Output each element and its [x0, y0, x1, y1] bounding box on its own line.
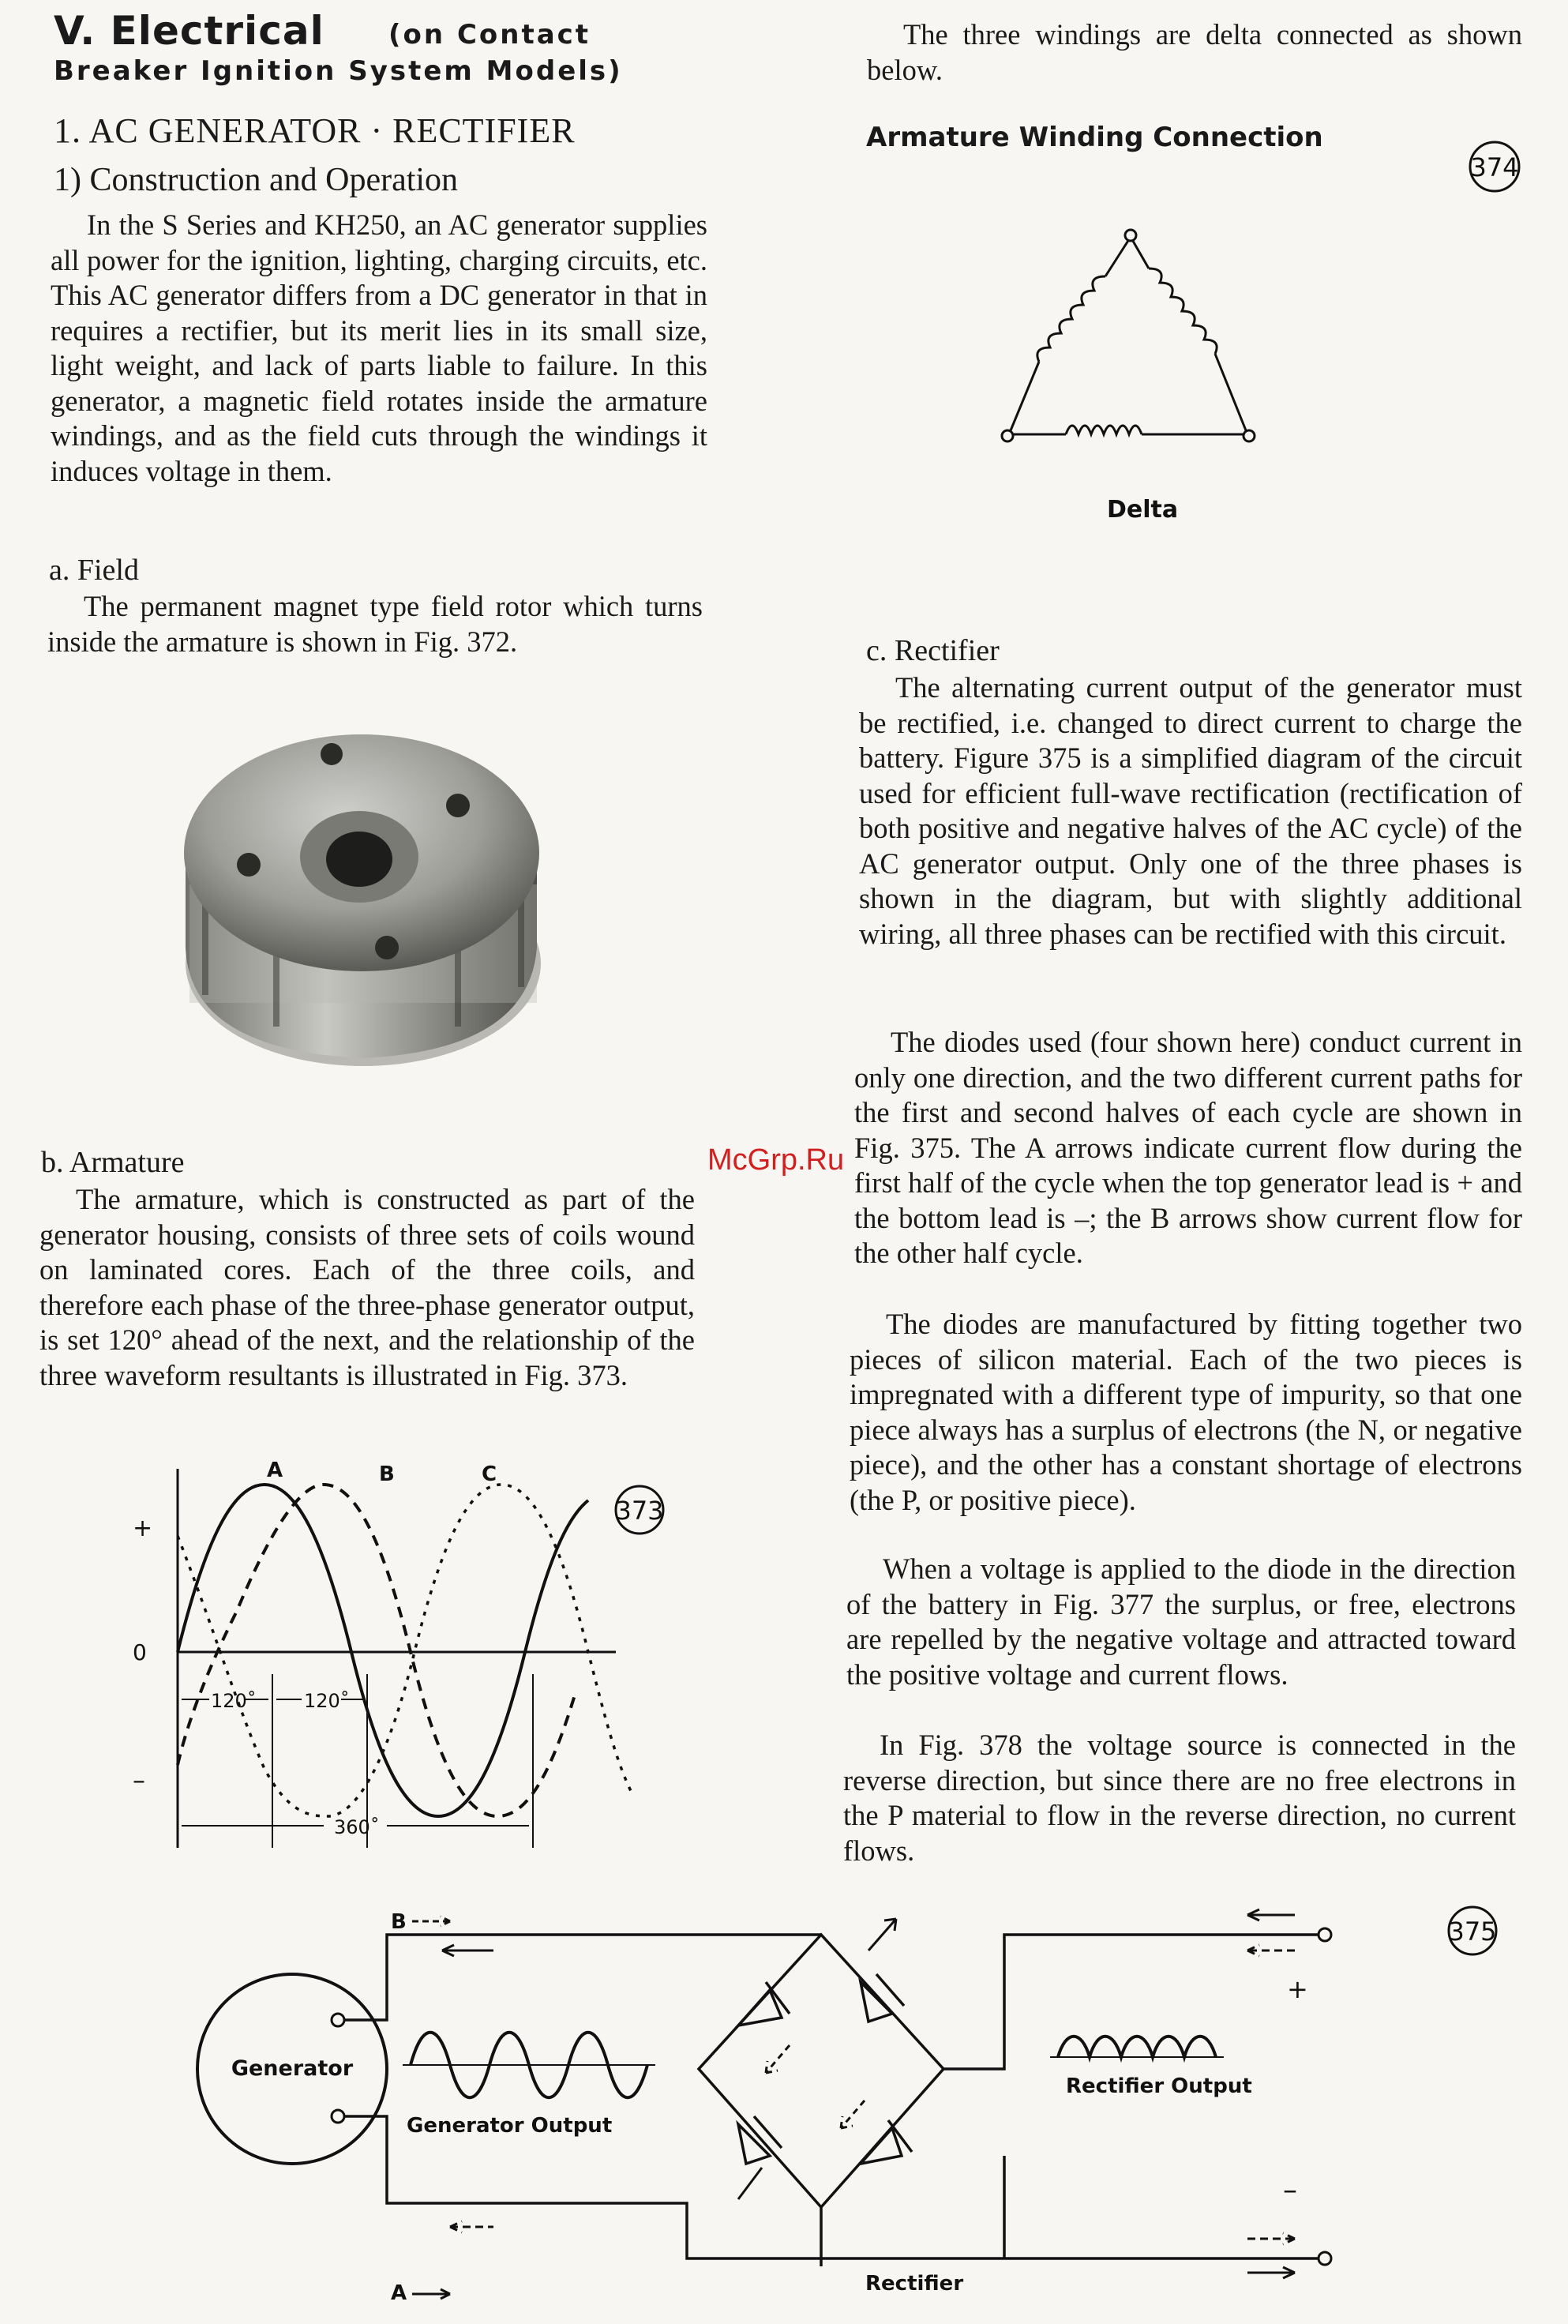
rectifier-output-label: Rectifier Output — [1066, 2074, 1252, 2098]
zero-label: 0 — [133, 1639, 147, 1665]
wave-c-label: C — [482, 1462, 497, 1486]
armature-heading: b. Armature — [41, 1146, 185, 1179]
diode-2 — [861, 1974, 904, 2022]
chapter-heading: 1. AC GENERATOR · RECTIFIER — [54, 111, 576, 150]
intro-paragraph: In the S Series and KH250, an AC generator supplies all power for the ignition, lighting, charging circuits, etc. This AC generator differs from a DC generator in that in requires a rectifier, but its merit lies in its small size, light weight, and lack of parts liable to failure. In this generator, a magnetic field rotates inside the armature windings, and as the field cuts through the windings it induces voltage in them. — [51, 208, 707, 487]
field-paragraph: The permanent magnet type field rotor which turns inside the armature is shown in Fig. 372. — [47, 590, 703, 658]
coil-left — [1037, 276, 1105, 362]
rectifier-label: Rectifier — [865, 2272, 964, 2296]
watermark: McGrp.Ru — [707, 1143, 845, 1177]
section-subtitle-line1: (on Contact — [388, 19, 591, 51]
period-label: 360˚ — [334, 1816, 380, 1838]
diode-4 — [861, 2120, 912, 2164]
figure-number-374: 374 — [1470, 152, 1519, 182]
rectifier-paragraph-1: The alternating current output of the generator must be rectified, i.e. changed to direct current to charge the battery. Figure 375 is a simplified diagram of the circuit used for efficient full-wave rectification (rectification of both positive and negative halves of the AC cycle) of the AC generator output. Only one of the three phases is shown in the diagram, but with slightly additional wiring, all three phases can be rectified with this circuit. — [859, 671, 1522, 950]
winding-heading: Armature Winding Connection — [866, 122, 1323, 153]
generator-label: Generator — [231, 2056, 354, 2081]
bridge-outline — [699, 1935, 943, 2207]
wave-a-label: A — [267, 1459, 283, 1482]
figure-number-373: 373 — [615, 1496, 664, 1526]
rectifier-paragraph-2: The diodes used (four shown here) conduct current in only one direction, and the two different current paths for the first and second halves of each cycle are shown in Fig. 375. The A arrows indicate current flow during the first half of the cycle when the top generator lead is + and the bottom lead is –; the B arrows show current flow for the other half cycle. — [854, 1026, 1522, 1269]
minus-label: – — [133, 1765, 145, 1795]
rectifier-paragraph-4: When a voltage is applied to the diode in the direction of the battery in Fig. 377 the surplus, or free, electrons are repelled by the negative voltage and attracted toward the positive voltage and current flows. — [846, 1552, 1516, 1691]
figure-373-waveforms — [95, 1453, 711, 1864]
delta-label: Delta — [1107, 496, 1179, 524]
subsection-heading: 1) Construction and Operation — [54, 162, 459, 198]
rectifier-paragraph-3: The diodes are manufactured by fitting together two pieces of silicon material. Each of the two pieces is impregnated with a different type of impurity, so that one piece always has a surplus of electrons (the N, or negative piece), and the other has a constant shortage of electrons (the P, or positive piece). — [850, 1308, 1522, 1516]
rectifier-heading: c. Rectifier — [866, 634, 1000, 667]
coil-bottom — [1066, 426, 1142, 434]
section-subtitle-line2: Breaker Ignition System Models) — [54, 55, 623, 87]
armature-paragraph: The armature, which is constructed as part of the generator housing, consists of three sets of coils wound on laminated cores. Each of the three coils, and therefore each phase of the three-phase generator output, is set 120° ahead of the next, and the relationship of the three waveform resultants is illustrated in Fig. 373. — [39, 1183, 695, 1391]
section-title: V. Electrical — [54, 8, 324, 54]
coil-right — [1149, 268, 1217, 354]
wave-b-label: B — [379, 1462, 395, 1486]
arrow-b-label: B — [391, 1910, 407, 1934]
phase-label-2: 120˚ — [304, 1690, 350, 1712]
field-rotor-photo — [158, 695, 568, 1106]
output-minus: – — [1283, 2174, 1297, 2206]
wave-b — [178, 1485, 576, 1816]
figure-375-rectifier-circuit — [182, 1895, 1524, 2306]
output-plus: + — [1287, 1974, 1308, 2004]
plus-label: + — [133, 1515, 153, 1542]
figure-374-delta — [979, 205, 1532, 537]
rectifier-paragraph-5: In Fig. 378 the voltage source is connected in the reverse direction, but since there are no free electrons in the P material to flow in the reverse direction, no current flows. — [843, 1729, 1516, 1867]
figure-number-375: 375 — [1448, 1917, 1497, 1947]
delta-intro-paragraph: The three windings are delta connected as shown below. — [867, 18, 1522, 86]
figure-374-badge — [1467, 139, 1522, 194]
rectifier-output-wave — [1058, 2037, 1216, 2057]
wave-a — [178, 1485, 588, 1816]
generator-output-label: Generator Output — [407, 2114, 613, 2138]
field-heading: a. Field — [49, 554, 139, 587]
arrow-a-label: A — [391, 2281, 407, 2305]
phase-label-1: 120˚ — [211, 1690, 257, 1712]
